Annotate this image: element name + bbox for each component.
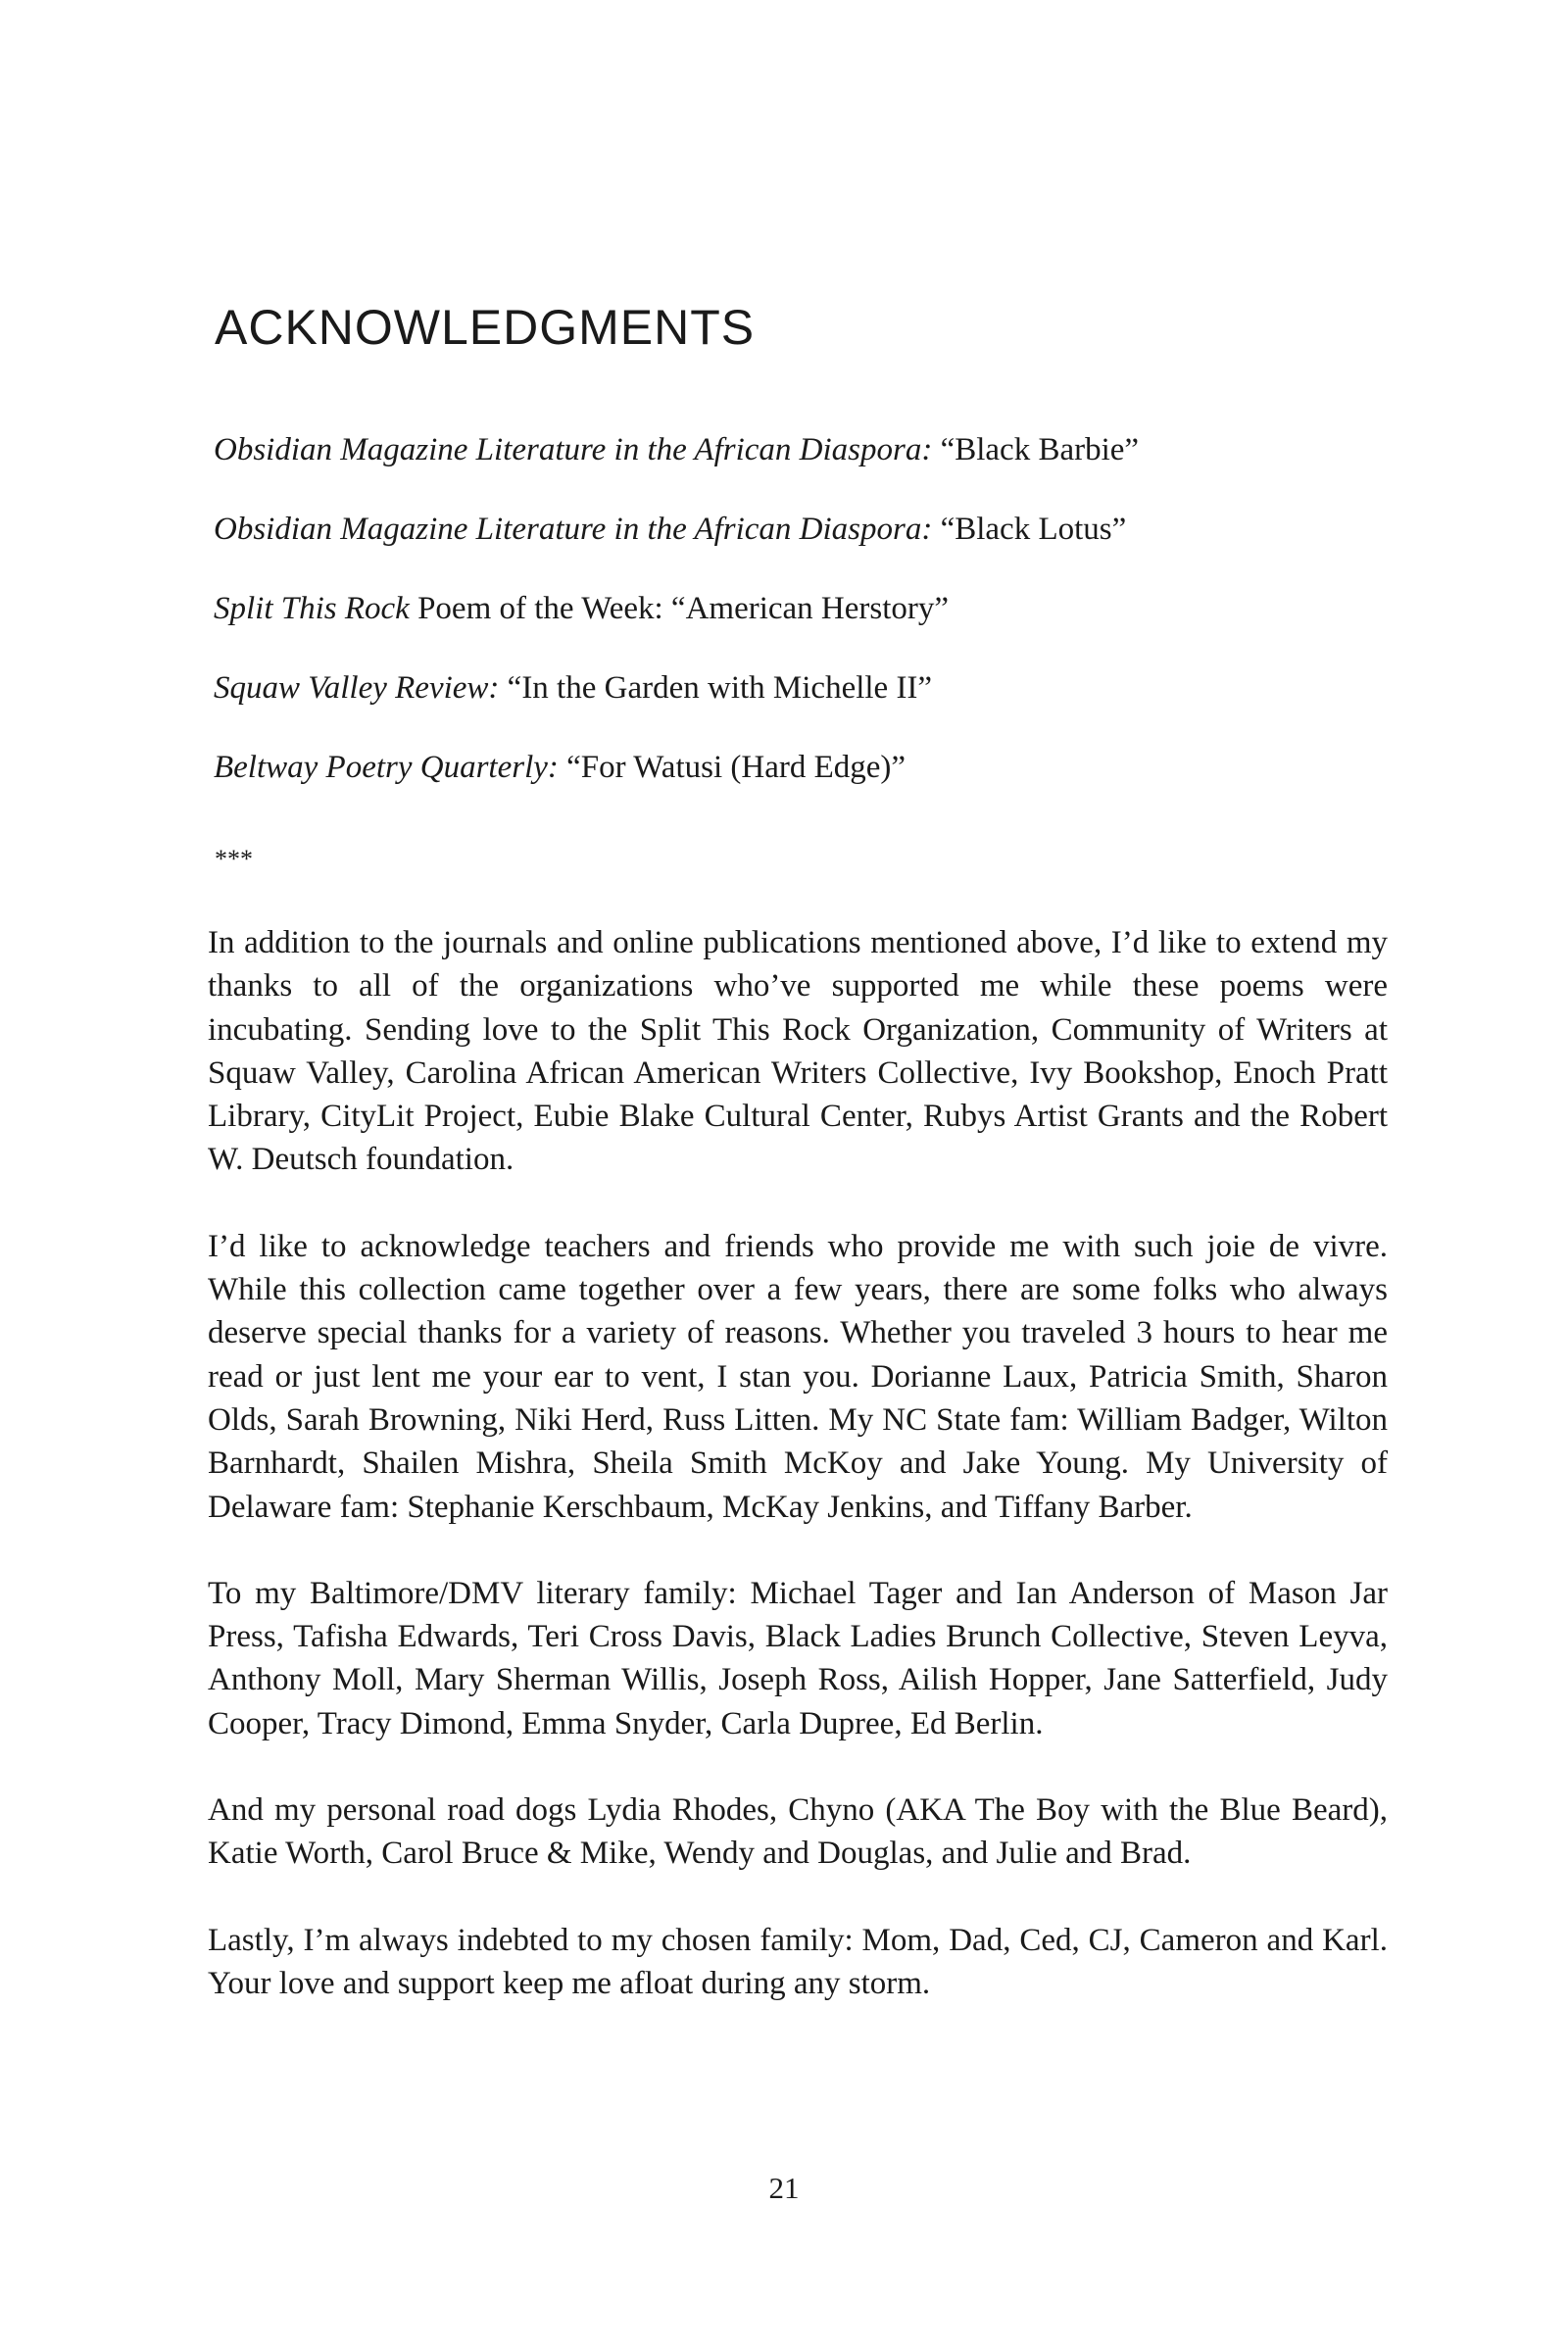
credit-title: “Black Lotus” [932,512,1127,547]
publication-credits-list [214,423,1390,820]
credit-item [214,662,1390,741]
paragraph-chosen-family: Lastly, I’m always indebted to my chosen family: Mom, Dad, Ced, CJ, Cameron and Karl. Your love and support keep me afloat during any storm. [208,1922,1388,2001]
section-separator: *** [215,845,253,873]
credit-title: “In the Garden with Michelle II” [499,670,933,706]
credit-item [214,503,1390,582]
credit-source: Obsidian Magazine Literature in the African Diaspora: [214,512,933,547]
credit-source: Obsidian Magazine Literature in the African Diaspora: [214,432,933,467]
credit-title: Poem of the Week: “American Herstory” [409,591,950,626]
credit-source: Beltway Poetry Quarterly: [214,750,559,785]
paragraph-organizations: In addition to the journals and online publications mentioned above, I’d like to extend my thanks to all of the organizations who’ve supported me while these poems were incubating. Sending love to the Split This Rock Organization, Community of Writers at Squaw Valley, Carolina African American Writers Collective, Ivy Bookshop, Enoch Pratt Library, CityLit Project, Eubie Blake Cultural Center, Rubys Artist Grants and the Robert W. Deutsch foundation. [208,925,1388,1178]
credit-item [214,423,1390,503]
paragraph-teachers-friends: I’d like to acknowledge teachers and friends who provide me with such joie de vivre. While this collection came together over a few years, there are some folks who always deserve special thanks for a variety of reasons. Whether you traveled 3 hours to hear me read or just lent me your ear to vent, I stan you. Dorianne Laux, Patricia Smith, Sharon Olds, Sarah Browning, Niki Herd, Russ Litten. My NC State fam: William Badger, Wilton Barnhardt, Shailen Mishra, Sheila Smith McKoy and Jake Young. My University of Delaware fam: Stephanie Kerschbaum, McKay Jenkins, and Tiffany Barber. [208,1228,1388,1525]
credit-source: Split This Rock [214,591,410,626]
paragraph-road-dogs: And my personal road dogs Lydia Rhodes, Chyno (AKA The Boy with the Blue Beard), Katie Worth, Carol Bruce & Mike, Wendy and Douglas, and Julie and Brad. [208,1792,1388,1872]
credit-title: “Black Barbie” [932,432,1140,467]
acknowledgment-body [208,921,1388,2048]
credit-source: Squaw Valley Review: [214,670,500,706]
page-number: 21 [768,2171,800,2205]
credit-title: “For Watusi (Hard Edge)” [558,750,906,785]
page-heading: ACKNOWLEDGMENTS [215,300,756,355]
credit-item [214,741,1390,820]
credit-item [214,582,1390,662]
paragraph-literary-family: To my Baltimore/DMV literary family: Michael Tager and Ian Anderson of Mason Jar Press, Tafisha Edwards, Teri Cross Davis, Black Ladies Brunch Collective, Steven Leyva, Anthony Moll, Mary Sherman Willis, Joseph Ross, Ailish Hopper, Jane Satterfield, Judy Cooper, Tracy Dimond, Emma Snyder, Carla Dupree, Ed Berlin. [208,1575,1388,1741]
